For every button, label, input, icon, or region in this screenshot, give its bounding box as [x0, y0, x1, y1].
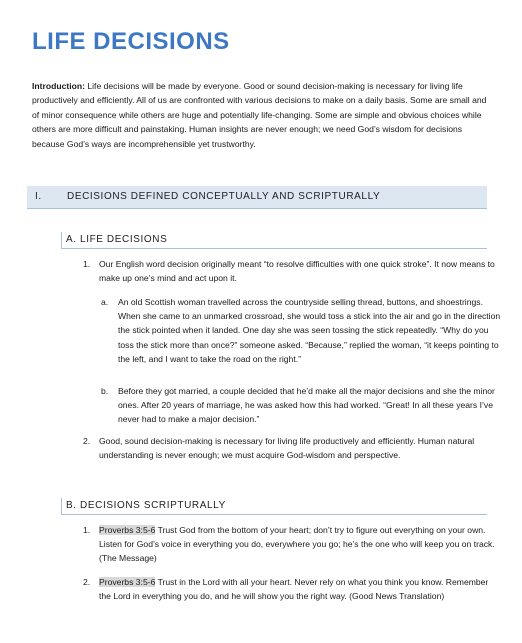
subsection-title: B. DECISIONS SCRIPTURALLY	[66, 500, 226, 511]
list-item	[101, 295, 502, 366]
section-title: DECISIONS DEFINED CONCEPTUALLY AND SCRIPTURALLY	[67, 191, 381, 202]
section-heading	[27, 186, 487, 209]
list-item-text: Our English word decision originally meant “to resolve difficulties with one quick stroke”. It now means to make up one’s mind and act upon it.	[99, 259, 495, 284]
subsection-rule	[61, 232, 62, 248]
introduction-label: Introduction:	[32, 81, 85, 91]
list-item-text: Good, sound decision-making is necessary for living life productively and efficiently. Human natural understanding is never enough; we must acquire God-wisdom and perspective.	[99, 436, 475, 461]
list-item	[83, 434, 501, 462]
list-item	[101, 384, 502, 427]
introduction-text: Life decisions will be made by everyone. Good or sound decision-making is necessary for living life productively and efficiently. All of us are confronted with various decisions to make on a daily basis. Some are small and of minor consequence while others are huge and potentially life-changing. Some are simple and obvious choices while others are more difficult and painstaking. Human insights are never enough; we need God’s wisdom for decisions because God’s ways are incomprehensible yet trustworthy.	[32, 81, 487, 149]
list-marker: 1.	[83, 525, 91, 535]
list-item-text: Before they got married, a couple decided that he’d make all the major decisions and she the minor ones. After 20 years of marriage, he was asked how this had worked. “Great! In all these years I’ve never had to make a major decision.”	[118, 386, 495, 425]
scripture-reference: Proverbs 3:5-6	[99, 577, 156, 587]
list-marker: b.	[101, 386, 109, 396]
list-marker: 2.	[83, 577, 91, 587]
scripture-text: Trust God from the bottom of your heart; don’t try to figure out everything on your own. Listen for God’s voice in everything you do, everywhere you go; he’s the one who will keep you on track. (The Message)	[99, 525, 495, 564]
scripture-text: Trust in the Lord with all your heart. Never rely on what you think you know. Remember the Lord in everything you do, and he will show you the right way. (Good News Translation)	[99, 577, 489, 602]
subsection-heading-b	[61, 498, 487, 515]
section-number: I.	[35, 191, 42, 202]
subsection-rule	[61, 498, 62, 514]
list-item	[83, 575, 501, 603]
page-title: LIFE DECISIONS	[32, 28, 230, 55]
list-item-text	[99, 523, 501, 566]
list-item	[83, 257, 499, 285]
subsection-heading-a	[61, 232, 487, 249]
list-item-text: An old Scottish woman travelled across the countryside selling thread, buttons, and shoestrings. When she came to an unmarked crossroad, she would toss a stick into the air and go in the direction the stick pointed when it landed. One day she was seen tossing the stick repeatedly. “Why do you toss the stick more than once?” someone asked. “Because,” replied the woman, “it keeps pointing to the left, and I want to take the road on the right.”	[118, 297, 501, 364]
introduction-paragraph	[32, 79, 494, 151]
list-item	[83, 523, 501, 566]
scripture-reference: Proverbs 3:5-6	[99, 525, 156, 535]
list-marker: 1.	[83, 259, 91, 269]
list-marker: 2.	[83, 436, 91, 446]
list-item-text	[99, 575, 501, 603]
list-marker: a.	[101, 297, 109, 307]
subsection-title: A. LIFE DECISIONS	[66, 234, 168, 245]
